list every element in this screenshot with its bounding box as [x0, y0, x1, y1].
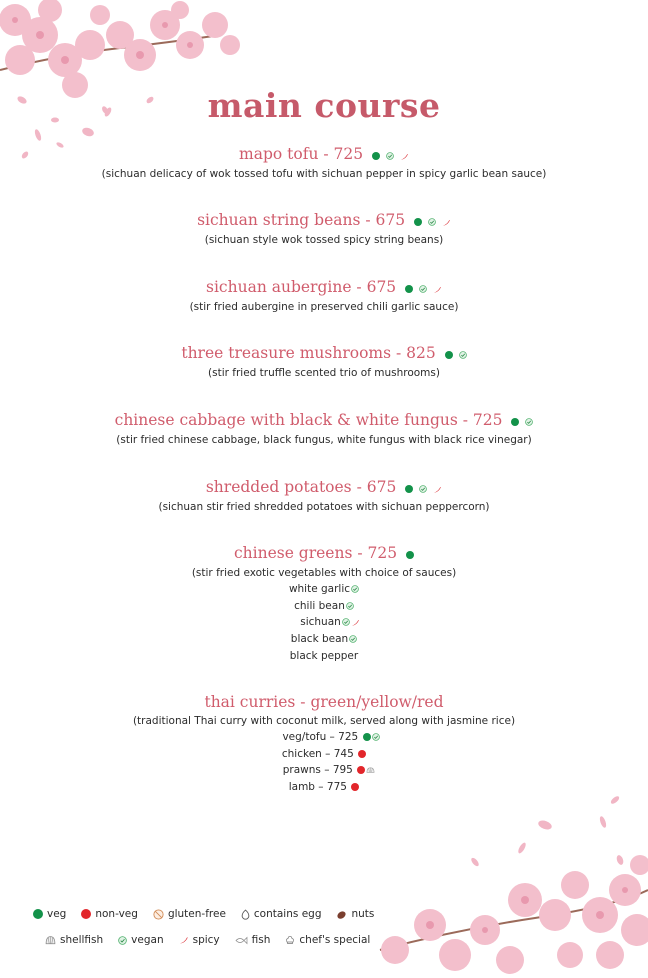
sauce-option: black pepper — [289, 649, 359, 662]
vegan-icon — [386, 152, 394, 160]
item-name: sichuan string beans - 675 — [197, 211, 406, 229]
page-title: main course — [207, 86, 441, 125]
item-description: (stir fried chinese cabbage, black fungus, white fungus with black rice vinegar) — [116, 434, 532, 446]
cherry-blossom-decoration-bottom-right — [375, 790, 648, 978]
menu-item — [0, 410, 648, 448]
non-veg-icon — [351, 783, 359, 791]
spicy-icon — [433, 485, 442, 494]
chefs-special-icon — [285, 935, 295, 945]
veg-icon — [33, 909, 43, 919]
gluten-free-icon — [153, 909, 164, 920]
vegan-icon — [118, 936, 127, 945]
vegan-icon — [419, 485, 427, 493]
veg-icon — [372, 152, 380, 160]
veg-icon — [414, 218, 422, 226]
vegan-icon — [349, 635, 357, 643]
vegan-icon — [346, 602, 354, 610]
item-name: sichuan aubergine - 675 — [206, 278, 397, 296]
veg-icon — [405, 285, 413, 293]
legend-item-vegan: vegan — [118, 934, 163, 946]
shellfish-icon — [45, 935, 56, 946]
menu-item — [0, 343, 648, 381]
item-name: chinese greens - 725 — [233, 544, 398, 562]
item-description: (stir fried truffle scented trio of mushrooms) — [208, 367, 440, 379]
legend-row-1 — [33, 908, 374, 920]
non-veg-icon — [357, 766, 365, 774]
menu-item — [0, 543, 648, 665]
menu-item — [0, 692, 648, 796]
veg-icon — [405, 485, 413, 493]
item-name: shredded potatoes - 675 — [205, 478, 397, 496]
shellfish-icon — [366, 766, 375, 775]
curry-option: prawns – 795 — [0, 762, 648, 779]
veg-icon — [445, 351, 453, 359]
non-veg-icon — [358, 750, 366, 758]
vegan-icon — [428, 218, 436, 226]
vegan-icon — [342, 618, 350, 626]
menu-item — [0, 277, 648, 315]
legend-item-fish: fish — [235, 934, 271, 946]
spicy-icon — [442, 218, 451, 227]
fish-icon — [235, 936, 248, 945]
sauce-option: black bean — [0, 631, 648, 648]
menu-item — [0, 210, 648, 248]
spicy-icon — [351, 618, 360, 627]
legend-item-contains-egg: contains egg — [241, 908, 322, 920]
spicy-icon — [179, 935, 189, 945]
item-name: thai curries - green/yellow/red — [204, 693, 444, 711]
vegan-icon — [372, 733, 380, 741]
non-veg-icon — [81, 909, 91, 919]
item-description: (stir fried exotic vegetables with choice of sauces) — [191, 567, 457, 579]
legend-item-shellfish: shellfish — [45, 934, 103, 946]
egg-icon — [241, 909, 250, 920]
nuts-icon — [336, 909, 347, 920]
veg-icon — [511, 418, 519, 426]
vegan-icon — [419, 285, 427, 293]
curry-option: chicken – 745 — [0, 746, 648, 763]
veg-icon — [406, 551, 414, 559]
veg-icon — [363, 733, 371, 741]
legend-item-nuts: nuts — [336, 908, 374, 920]
spicy-icon — [400, 152, 409, 161]
item-name: mapo tofu - 725 — [239, 145, 364, 163]
sauce-option: white garlic — [0, 581, 648, 598]
menu-item — [0, 477, 648, 515]
sauce-option: sichuan — [0, 614, 648, 631]
vegan-icon — [351, 585, 359, 593]
item-name: chinese cabbage with black & white fungus - 725 — [114, 411, 503, 429]
legend-row-2 — [45, 934, 370, 946]
vegan-icon — [459, 351, 467, 359]
legend-item-chefs-special: chef's special — [285, 934, 370, 946]
menu-item — [0, 144, 648, 182]
curry-option: lamb – 775 — [0, 779, 648, 796]
sauce-option: chili bean — [0, 598, 648, 615]
item-description: (traditional Thai curry with coconut milk, served along with jasmine rice) — [132, 715, 516, 727]
item-description: (sichuan delicacy of wok tossed tofu with sichuan pepper in spicy garlic bean sauce) — [101, 168, 547, 180]
legend-item-veg: veg — [33, 908, 66, 920]
vegan-icon — [525, 418, 533, 426]
legend-item-gluten-free: gluten-free — [153, 908, 226, 920]
legend-item-spicy: spicy — [179, 934, 220, 946]
legend-item-non-veg: non-veg — [81, 908, 138, 920]
item-description: (sichuan style wok tossed spicy string beans) — [204, 234, 444, 246]
item-name: three treasure mushrooms - 825 — [181, 344, 436, 362]
spicy-icon — [433, 285, 442, 294]
curry-option: veg/tofu – 725 — [0, 729, 648, 746]
item-description: (stir fried aubergine in preserved chili garlic sauce) — [189, 301, 459, 313]
item-description: (sichuan stir fried shredded potatoes with sichuan peppercorn) — [158, 501, 490, 513]
